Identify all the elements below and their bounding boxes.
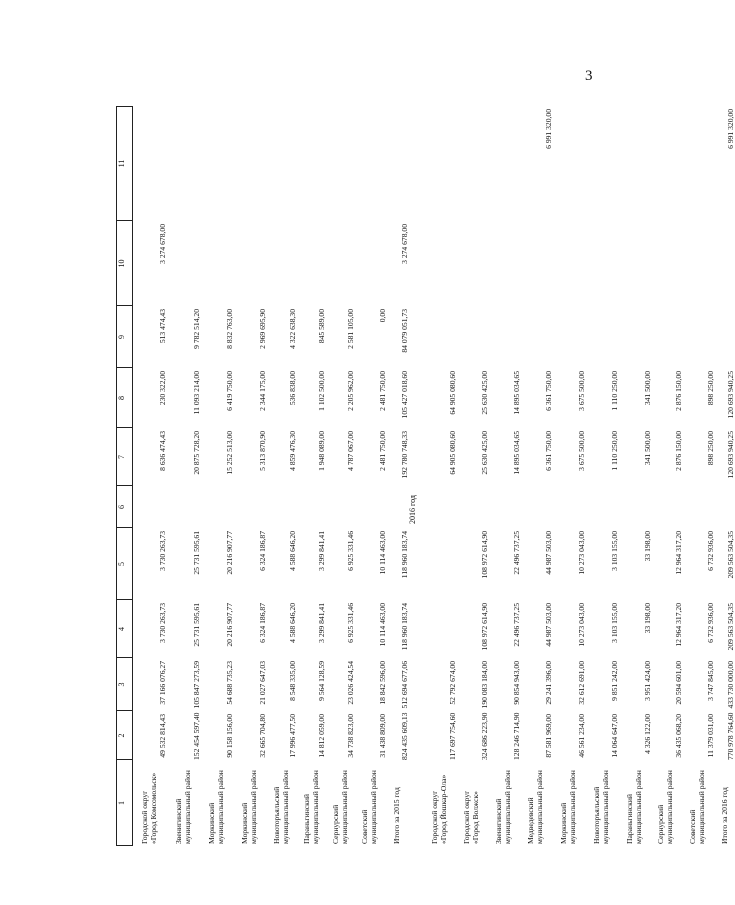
cell-c10: 3 274 678,00 xyxy=(400,224,409,264)
cell-c9: 4 322 638,30 xyxy=(288,309,297,349)
cell-c3: 190 083 184,00 xyxy=(480,661,489,709)
cell-c5: 118 960 183,74 xyxy=(400,531,409,579)
row-name-line: муниципальный район xyxy=(249,770,258,844)
cell-c7: 8 636 474,43 xyxy=(158,431,167,471)
cell-c5: 3 730 263,73 xyxy=(158,531,167,571)
cell-c7: 6 361 750,00 xyxy=(544,431,553,471)
cell-c5: 108 972 614,90 xyxy=(480,531,489,579)
cell-c5: 44 987 503,00 xyxy=(544,531,553,575)
cell-c3: 90 854 943,00 xyxy=(512,661,521,705)
row-name xyxy=(559,770,577,844)
column-header-2: 2 xyxy=(117,733,126,738)
row-name-line: Городской округ xyxy=(140,790,149,844)
cell-c3: 512 694 677,06 xyxy=(400,661,409,709)
cell-c5: 4 588 646,20 xyxy=(288,531,297,571)
row-name-line: Советский xyxy=(360,809,369,844)
cell-c4: 209 563 504,35 xyxy=(726,603,735,651)
cell-c3: 37 166 076,27 xyxy=(158,661,167,705)
cell-c4: 118 960 183,74 xyxy=(400,603,409,651)
cell-c3: 20 594 601,00 xyxy=(674,661,683,705)
row-name xyxy=(625,770,643,844)
header-separator xyxy=(116,106,132,107)
row-name-line: муниципальный район xyxy=(340,770,349,844)
cell-c8: 1 102 500,00 xyxy=(317,371,326,411)
cell-c7: 14 895 034,65 xyxy=(512,431,521,475)
row-name xyxy=(140,773,158,844)
cell-c7: 1 948 089,00 xyxy=(317,431,326,471)
row-name-line: муниципальный район xyxy=(535,770,544,844)
cell-c3: 54 688 735,23 xyxy=(225,661,234,705)
cell-c7: 341 500,00 xyxy=(643,431,652,466)
cell-c3: 52 792 674,00 xyxy=(448,661,457,705)
cell-c2: 324 686 223,90 xyxy=(480,712,489,760)
column-header-9: 9 xyxy=(117,335,126,339)
row-name-line: Сернурский xyxy=(331,804,340,844)
cell-c5: 20 216 907,77 xyxy=(225,531,234,575)
row-name xyxy=(392,787,401,844)
row-name-line: Сернурский xyxy=(656,804,665,844)
cell-c5: 12 964 317,20 xyxy=(674,531,683,575)
row-name xyxy=(592,770,610,844)
cell-c5: 22 496 737,25 xyxy=(512,531,521,575)
cell-c7: 5 313 870,90 xyxy=(258,431,267,471)
cell-c4: 6 732 936,00 xyxy=(706,603,715,643)
cell-c5: 6 324 186,87 xyxy=(258,531,267,571)
cell-c4: 3 103 155,00 xyxy=(610,603,619,643)
section-label-2016: 2016 год xyxy=(408,495,417,524)
row-name xyxy=(462,791,480,844)
cell-c3: 32 612 691,00 xyxy=(577,661,586,705)
cell-c2: 90 158 156,00 xyxy=(225,714,234,758)
row-name-line: муниципальный район xyxy=(183,770,192,844)
column-header-1: 1 xyxy=(117,801,126,805)
row-name xyxy=(360,770,378,844)
cell-c5: 3 299 841,41 xyxy=(317,531,326,571)
cell-c8: 2 876 150,00 xyxy=(674,371,683,411)
cell-c9: 0,00 xyxy=(378,309,387,323)
cell-c9: 84 079 051,73 xyxy=(400,309,409,353)
row-name xyxy=(688,770,706,844)
cell-c8: 2 205 962,00 xyxy=(346,371,355,411)
cell-c2: 31 438 809,00 xyxy=(378,714,387,758)
cell-c3: 105 847 273,59 xyxy=(192,661,201,709)
cell-c4: 12 964 317,20 xyxy=(674,603,683,647)
cell-c4: 25 731 595,61 xyxy=(192,603,201,647)
cell-c2: 152 454 597,40 xyxy=(192,712,201,760)
row-name xyxy=(494,770,512,844)
cell-c4: 10 114 463,00 xyxy=(378,603,387,647)
row-name xyxy=(240,770,258,844)
row-name-line: Городской округ xyxy=(462,790,471,844)
cell-c7: 1 110 250,00 xyxy=(610,431,619,471)
cell-c7: 4 787 067,00 xyxy=(346,431,355,471)
cell-c8: 1 110 250,00 xyxy=(610,371,619,411)
cell-c2: 46 561 234,00 xyxy=(577,714,586,758)
cell-c2: 49 532 814,43 xyxy=(158,714,167,758)
row-name-line: Звенигинский xyxy=(494,798,503,844)
cell-c3: 3 951 424,00 xyxy=(643,661,652,701)
cell-c4: 3 730 263,73 xyxy=(158,603,167,643)
cell-c4: 33 198,00 xyxy=(643,603,652,634)
cell-c9: 513 474,43 xyxy=(158,309,167,344)
cell-c5: 10 273 043,00 xyxy=(577,531,586,575)
cell-c10: 3 274 678,00 xyxy=(158,224,167,264)
row-name xyxy=(272,770,290,844)
cell-c8: 120 693 940,25 xyxy=(726,371,735,419)
cell-c5: 6 732 936,00 xyxy=(706,531,715,571)
cell-c3: 433 730 000,00 xyxy=(726,661,735,709)
cell-c3: 3 747 845,00 xyxy=(706,661,715,701)
page-number: 3 xyxy=(585,68,593,84)
cell-c7: 64 905 080,60 xyxy=(448,431,457,475)
row-name-line: «Город Йошкар-Ола» xyxy=(439,774,448,844)
cell-c3: 29 241 396,00 xyxy=(544,661,553,705)
column-header-11: 11 xyxy=(117,159,126,168)
row-name xyxy=(207,770,225,844)
column-header-3: 3 xyxy=(117,682,126,687)
cell-c2: 32 665 704,80 xyxy=(258,714,267,758)
row-name-line: Новоторъяльский xyxy=(592,786,601,844)
cell-c7: 898 250,00 xyxy=(706,431,715,466)
cell-c8: 341 500,00 xyxy=(643,371,652,406)
row-name-line: «Город Комсомольск» xyxy=(149,772,158,844)
row-name xyxy=(526,770,544,844)
cell-c5: 33 198,00 xyxy=(643,531,652,562)
cell-c8: 536 838,00 xyxy=(288,371,297,406)
cell-c4: 10 273 043,00 xyxy=(577,603,586,647)
cell-c7: 4 859 476,30 xyxy=(288,431,297,471)
cell-c11: 6 991 320,00 xyxy=(544,109,553,149)
row-name-line: Городской округ xyxy=(430,790,439,844)
cell-c4: 3 299 841,41 xyxy=(317,603,326,643)
cell-c5: 209 563 504,35 xyxy=(726,531,735,579)
column-header-6: 6 xyxy=(117,505,126,509)
row-name-line: Моркинский xyxy=(207,802,216,844)
row-name-line: муниципальный район xyxy=(503,770,512,844)
row-name xyxy=(430,775,448,844)
cell-c8: 2 481 750,00 xyxy=(378,371,387,411)
row-name-line: Медведевский xyxy=(526,797,535,844)
row-name xyxy=(720,787,729,844)
row-name-line: муниципальный район xyxy=(369,770,378,844)
row-name-line: Звенигинский xyxy=(174,798,183,844)
cell-c2: 36 435 068,20 xyxy=(674,714,683,758)
cell-c3: 9 564 128,59 xyxy=(317,661,326,701)
cell-c8: 2 344 175,00 xyxy=(258,371,267,411)
row-name-line: муниципальный район xyxy=(697,770,706,844)
row-name-line: Параньгинский xyxy=(625,794,634,844)
column-header-5: 5 xyxy=(117,562,126,566)
cell-c8: 3 675 500,00 xyxy=(577,371,586,411)
row-name xyxy=(656,770,674,844)
cell-c9: 2 581 105,00 xyxy=(346,309,355,349)
cell-c11: 6 991 320,00 xyxy=(726,109,735,149)
row-name-line: муниципальный район xyxy=(281,770,290,844)
cell-c7: 25 630 425,00 xyxy=(480,431,489,475)
cell-c9: 9 782 514,20 xyxy=(192,309,201,349)
cell-c8: 6 419 750,00 xyxy=(225,371,234,411)
row-name-line: Моркинский xyxy=(240,802,249,844)
cell-c7: 15 252 513,00 xyxy=(225,431,234,475)
cell-c4: 20 216 907,77 xyxy=(225,603,234,647)
row-name-line: Итого за 2015 год xyxy=(392,787,401,844)
cell-c8: 64 905 080,60 xyxy=(448,371,457,415)
column-header-10: 10 xyxy=(117,259,126,268)
row-name-line: муниципальный район xyxy=(216,770,225,844)
cell-c4: 108 972 614,90 xyxy=(480,603,489,651)
row-name-line: Параньгинский xyxy=(302,794,311,844)
cell-c2: 824 435 609,13 xyxy=(400,712,409,760)
cell-c4: 4 588 646,20 xyxy=(288,603,297,643)
column-header-7: 7 xyxy=(117,455,126,459)
budget-table xyxy=(116,106,735,846)
row-name xyxy=(331,770,349,844)
row-name xyxy=(302,770,320,844)
cell-c3: 23 026 424,54 xyxy=(346,661,355,705)
cell-c3: 18 842 596,00 xyxy=(378,661,387,705)
cell-c2: 11 379 031,00 xyxy=(706,714,715,758)
cell-c2: 770 978 764,60 xyxy=(726,712,735,760)
cell-c4: 44 987 503,00 xyxy=(544,603,553,647)
row-name-line: Моркинский xyxy=(559,802,568,844)
cell-c7: 2 481 750,00 xyxy=(378,431,387,471)
row-name-line: Итого за 2016 год xyxy=(720,787,729,844)
cell-c2: 87 581 969,00 xyxy=(544,714,553,758)
cell-c9: 2 969 695,90 xyxy=(258,309,267,349)
cell-c2: 14 064 647,00 xyxy=(610,714,619,758)
cell-c5: 6 925 331,46 xyxy=(346,531,355,571)
cell-c9: 845 589,00 xyxy=(317,309,326,344)
row-name-line: Новоторъяльский xyxy=(272,786,281,844)
cell-c3: 21 027 647,03 xyxy=(258,661,267,705)
cell-c4: 6 925 331,46 xyxy=(346,603,355,643)
column-header-4: 4 xyxy=(117,627,126,631)
cell-c7: 120 693 940,25 xyxy=(726,431,735,479)
cell-c8: 105 427 018,60 xyxy=(400,371,409,419)
cell-c7: 20 875 728,20 xyxy=(192,431,201,475)
column-header-8: 8 xyxy=(117,396,126,400)
cell-c5: 25 731 595,61 xyxy=(192,531,201,575)
cell-c7: 2 876 150,00 xyxy=(674,431,683,471)
cell-c8: 6 361 750,00 xyxy=(544,371,553,411)
row-name-line: Советский xyxy=(688,809,697,844)
cell-c5: 3 103 155,00 xyxy=(610,531,619,571)
row-name-line: муниципальный район xyxy=(311,770,320,844)
cell-c8: 25 630 425,00 xyxy=(480,371,489,415)
cell-c9: 8 832 763,00 xyxy=(225,309,234,349)
cell-c8: 898 250,00 xyxy=(706,371,715,406)
row-name-line: муниципальный район xyxy=(665,770,674,844)
cell-c8: 230 322,00 xyxy=(158,371,167,406)
cell-c3: 8 548 335,00 xyxy=(288,661,297,701)
cell-c7: 192 780 748,33 xyxy=(400,431,409,479)
cell-c8: 11 093 214,00 xyxy=(192,371,201,415)
cell-c2: 34 738 823,00 xyxy=(346,714,355,758)
row-name-line: муниципальный район xyxy=(634,770,643,844)
row-name-line: «Город Волжск» xyxy=(471,791,480,844)
cell-c5: 10 114 463,00 xyxy=(378,531,387,575)
cell-c4: 6 324 186,87 xyxy=(258,603,267,643)
row-name xyxy=(174,770,192,844)
cell-c2: 14 812 059,00 xyxy=(317,714,326,758)
cell-c2: 128 246 714,90 xyxy=(512,712,521,760)
cell-c8: 14 895 034,65 xyxy=(512,371,521,415)
row-name-line: муниципальный район xyxy=(601,770,610,844)
cell-c2: 17 996 477,50 xyxy=(288,714,297,758)
row-name-line: муниципальный район xyxy=(568,770,577,844)
cell-c2: 4 326 122,00 xyxy=(643,714,652,754)
cell-c3: 9 851 242,00 xyxy=(610,661,619,701)
table-header-border xyxy=(132,106,133,846)
cell-c4: 22 496 737,25 xyxy=(512,603,521,647)
cell-c2: 117 697 754,60 xyxy=(448,712,457,760)
cell-c7: 3 675 500,00 xyxy=(577,431,586,471)
